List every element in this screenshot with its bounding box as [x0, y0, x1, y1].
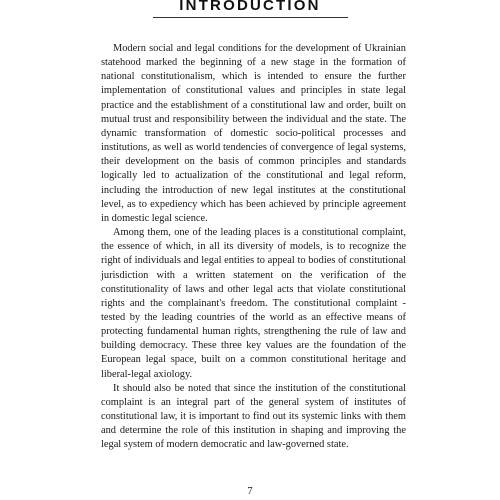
paragraph-2: Among them, one of the leading places is a constitutional complaint, the essence of which, in all its diversity of models, is to recognize the right of individuals and legal entities to appeal to bodies of constitutional jurisdiction with a written statement on the verification of the constitutionality of laws and other legal acts that violate constitutional rights and the complainant's freedom. The constitutional complaint - tested by the leading countries of the world as an effective means of protecting fundamental human rights, strengthening the rule of law and building democracy. These three key values are the foundation of the European legal space, built on a common constitutional heritage and liberal-legal axiology. [101, 227, 406, 380]
page-title: INTRODUCTION [179, 0, 321, 14]
body-text [101, 42, 406, 453]
paragraph-3: It should also be noted that since the institution of the constitutional complaint is an integral part of the general system of institutes of constitutional law, it is important to find out its systemic links with them and determine the role of this institution in shaping and improving the legal system of modern democratic and law-governed state. [101, 382, 406, 451]
paragraph-1: Modern social and legal conditions for the development of Ukrainian statehood marked the beginning of a new stage in the formation of national constitutionalism, which is intended to ensure the further implementation of constitutional values and principles in state legal practice and the establishment of a constitutional law and order, built on mutual trust and responsibility between the individual and the state. The dynamic transformation of domestic socio-political processes and institutions, as well as world tendencies of convergence of legal systems, their development on the basis of common principles and standards logically led to actualization of the constitutional and legal reform, including the introduction of new legal institutes at the constitutional level, as to expediency which has been achieved by principle agreement in domestic legal science. [101, 43, 406, 224]
page-number: 7 [247, 486, 253, 497]
title-underline [153, 17, 348, 18]
